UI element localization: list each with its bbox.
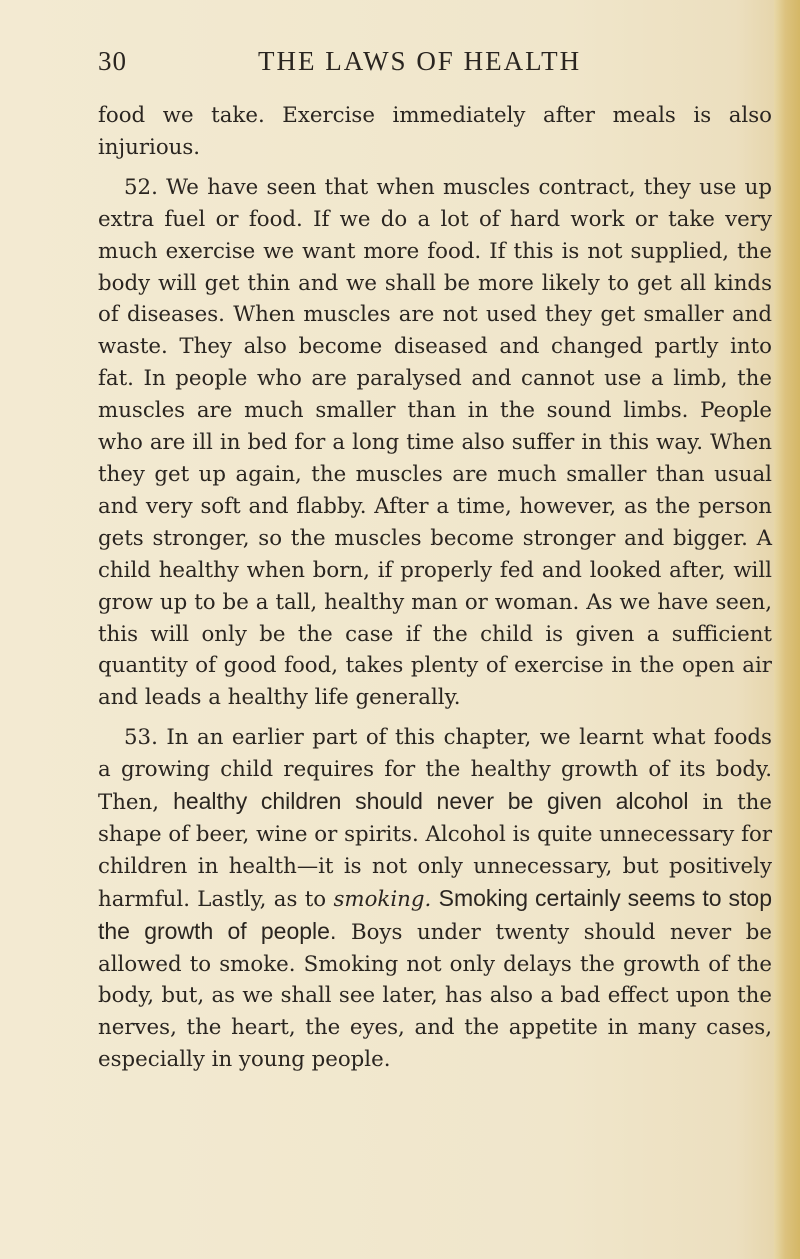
p53-text-2: in the shape of beer, wine or spirits. Alcohol is quite unnecessary for children in health—it is not only unnecessary, but positively harmful. Lastly, as to (98, 790, 773, 912)
p53-text-1: 53. In an earlier part of this chapter, we learnt what foods a growing child requires for the healthy growth of its body. Then, (98, 725, 772, 816)
p53-space (431, 887, 438, 912)
page-body (98, 100, 772, 1076)
p53-emphasis-smoking: Smoking certainly seems to stop the growth of people. (98, 884, 772, 944)
paragraph-53 (98, 722, 772, 1076)
page-number: 30 (98, 46, 127, 76)
p53-text-3: Boys under twenty should never be allowed to smoke. Smoking not only delays the growth of the body, but, as we shall see later, has also a bad effect upon the nerves, the heart, the eyes, and the appetite in many cases, especially in young people. (98, 919, 772, 1073)
running-head: THE LAWS OF HEALTH (258, 46, 582, 76)
page-edge (774, 0, 800, 1259)
paragraph-continuation: food we take. Exercise immediately after meals is also injurious. (98, 103, 772, 160)
p53-italic-smoking: smoking. (333, 886, 432, 912)
paragraph-52: 52. We have seen that when muscles contract, they use up extra fuel or food. If we do a lot of hard work or take very much exercise we want more food. If this is not supplied, the body will get thin and we shall be more likely to get all kinds of diseases. When muscles are not used they get smaller and waste. They also become diseased and changed partly into fat. In people who are paralysed and cannot use a limb, the muscles are much smaller than in the sound limbs. People who are ill in bed for a long time also suffer in this way. When they get up again, the muscles are much smaller than usual and very soft and flabby. After a time, however, as the person gets stronger, so the muscles become stronger and bigger. A child healthy when born, if properly fed and looked after, will grow up to be a tall, healthy man or woman. As we have seen, this will only be the case if the child is given a sufficient quantity of good food, takes plenty of exercise in the open air and leads a healthy life generally. (98, 174, 772, 711)
p53-emphasis-alcohol: healthy children should never be given alcohol (173, 788, 689, 815)
page-header (98, 46, 698, 86)
